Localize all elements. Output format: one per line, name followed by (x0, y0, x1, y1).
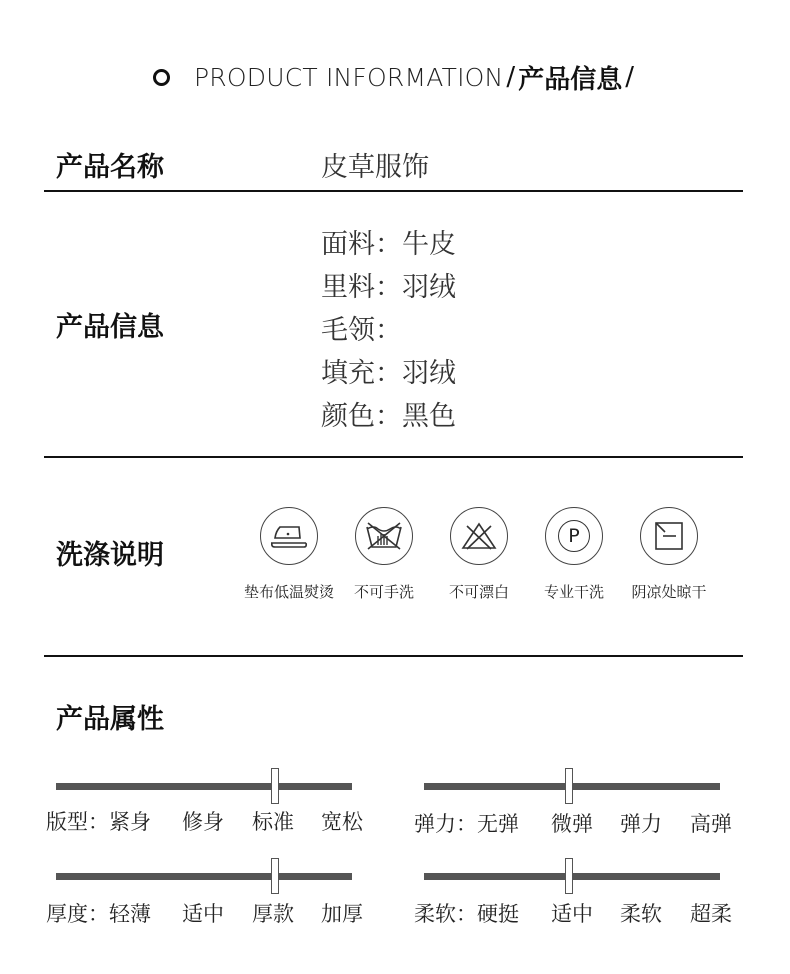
care-caption: 不可漂白 (448, 583, 509, 601)
care-caption: 不可手洗 (353, 583, 414, 601)
fit-title: 版型：紧身 (46, 810, 151, 834)
header-english: PRODUCT INFORMATION (194, 62, 504, 92)
elasticity-option: 微弹 (551, 812, 593, 836)
header-slash-left: / (506, 62, 516, 92)
fit-option: 宽松 (321, 810, 363, 834)
elasticity-option: 弹力 (620, 812, 662, 836)
dry-clean-letter: P (558, 520, 590, 552)
elasticity-option: 高弹 (690, 812, 732, 836)
elasticity-slider-thumb[interactable] (565, 768, 573, 804)
section-header (0, 55, 790, 99)
product-attributes-label: 产品属性 (56, 704, 164, 735)
care-caption: 专业干洗 (543, 583, 604, 601)
thickness-slider-thumb[interactable] (271, 858, 279, 894)
elasticity-title: 弹力：无弹 (414, 812, 519, 836)
divider (44, 456, 743, 458)
wash-label: 洗涤说明 (56, 540, 164, 571)
info-line-filling: 填充：羽绒 (321, 358, 456, 389)
product-name-value: 皮草服饰 (321, 152, 429, 183)
care-caption: 垫布低温熨烫 (244, 583, 335, 601)
fit-option: 修身 (182, 810, 224, 834)
divider (44, 190, 743, 192)
thickness-slider-track (56, 873, 352, 880)
professional-dry-clean-icon (545, 507, 603, 565)
info-line-lining: 里料：羽绒 (321, 272, 456, 303)
product-info-label: 产品信息 (56, 312, 164, 343)
care-item (624, 507, 714, 602)
fit-slider-thumb[interactable] (271, 768, 279, 804)
care-item (244, 507, 334, 602)
thickness-option: 厚款 (252, 902, 294, 926)
softness-option: 柔软 (620, 902, 662, 926)
no-bleach-icon (450, 507, 508, 565)
product-name-label: 产品名称 (56, 152, 164, 183)
care-caption: 阴凉处晾干 (631, 583, 707, 601)
softness-option: 适中 (551, 902, 593, 926)
info-line-fabric: 面料：牛皮 (321, 229, 456, 260)
header-chinese: 产品信息 (518, 64, 623, 95)
thickness-title: 厚度：轻薄 (46, 902, 151, 926)
iron-with-cloth-icon (260, 507, 318, 565)
no-hand-wash-icon (355, 507, 413, 565)
info-line-collar: 毛领： (321, 315, 402, 346)
fit-option: 标准 (252, 810, 294, 834)
info-line-color: 颜色：黑色 (321, 401, 456, 432)
care-item (339, 507, 429, 602)
dry-in-shade-icon (640, 507, 698, 565)
softness-option: 超柔 (690, 902, 732, 926)
header-slash-right: / (625, 62, 634, 92)
divider (44, 655, 743, 657)
softness-title: 柔软：硬挺 (414, 902, 519, 926)
softness-slider-thumb[interactable] (565, 858, 573, 894)
care-item (529, 507, 619, 602)
thickness-option: 加厚 (321, 902, 363, 926)
care-item (434, 507, 524, 602)
fit-slider-track (56, 783, 352, 790)
circle-bullet-icon (153, 69, 170, 86)
thickness-option: 适中 (182, 902, 224, 926)
